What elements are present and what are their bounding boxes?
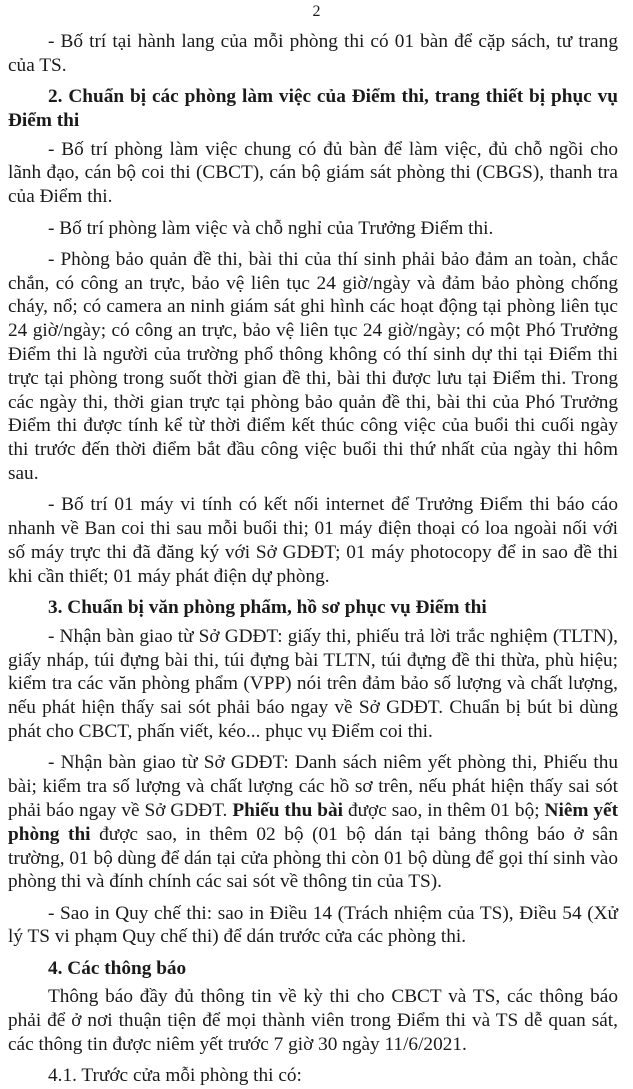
paragraph-announcements: Thông báo đầy đủ thông tin về kỳ thi cho CBCT và TS, các thông báo phải để ở nơi thuận tiện để mọi thành viên trong Điểm thi và TS dễ quan sát, các thông tin được niêm yết trước 7 giờ 30 ngày 11/6/2021. — [8, 986, 618, 1056]
room-lists-text-a: - Nhận bàn giao từ Sở GDĐT: Danh sách niêm yết phòng thi, Phiếu thu bài; kiểm tra số lượng và chất lượng các hồ sơ trên, nếu phát hiện thấy sai sót phải báo ngay về Sở GDĐT. — [8, 752, 618, 821]
paragraph-stationery: - Nhận bàn giao từ Sở GDĐT: giấy thi, phiếu trả lời trắc nghiệm (TLTN), giấy nháp, túi đựng bài thi, túi đựng bài TLTN, túi đựng đề thi thừa, phù hiệu; kiểm tra các văn phòng phẩm (VPP) nói trên đảm bảo số lượng và chất lượng, nếu phát hiện thấy sai sót phải báo ngay về Sở GDĐT. Chuẩn bị bút bi dùng phát cho CBCT, phấn viết, kéo... phục vụ Điểm coi thi. — [8, 625, 618, 743]
room-lists-text-c: được sao, in thêm 01 bộ; — [342, 799, 545, 821]
section-2-heading: 2. Chuẩn bị các phòng làm việc của Điểm thi, trang thiết bị phục vụ Điểm thi — [8, 86, 618, 131]
room-lists-bold-collection-sheet: Phiếu thu bài — [232, 799, 343, 821]
section-4-heading: 4. Các thông báo — [48, 957, 187, 979]
paragraph-exam-storage: - Phòng bảo quản đề thi, bài thi của thí sinh phải bảo đảm an toàn, chắc chắn, có công an trực, bảo vệ liên tục 24 giờ/ngày và đảm bảo phòng chống cháy, nổ; có camera an ninh giám sát ghi hình các hoạt động tại phòng liên tục 24 giờ/ngày; có công an trực, bảo vệ liên tục 24 giờ/ngày; có một Phó Trưởng Điểm thi là người của trường phổ thông không có thí sinh dự thi tại Điểm thi trực tại phòng trong suốt thời gian đề thi, bài thi được lưu tại Điểm thi. Trong các ngày thi, thời gian trực tại phòng bảo quản đề thi, bài thi của Phó Trưởng Điểm thi được tính kể từ thời điểm kết thúc công việc của buổi thi cuối ngày thi trước đến thời điểm bắt đầu công việc buổi thi thứ nhất của ngày thi hôm sau. — [8, 248, 618, 485]
paragraph-equipment: - Bố trí 01 máy vi tính có kết nối internet để Trưởng Điểm thi báo cáo nhanh về Ban coi thi sau mỗi buổi thi; 01 máy điện thoại có loa ngoài nối với số máy trực thi đã đăng ký với Sở GDĐT; 01 máy photocopy để in sao đề thi khi cần thiết; 01 máy phát điện dự phòng. — [8, 494, 618, 587]
paragraph-regulations: - Sao in Quy chế thi: sao in Điều 14 (Trách nhiệm của TS), Điều 54 (Xử lý TS vi phạm Quy chế thi) để dán trước cửa các phòng thi. — [8, 902, 618, 948]
paragraph-hallway-desk: - Bố trí tại hành lang của mỗi phòng thi có 01 bàn để cặp sách, tư trang của TS. — [8, 31, 618, 76]
paragraph-room-door: 4.1. Trước cửa mỗi phòng thi có: — [48, 1065, 302, 1087]
room-lists-bold-room-posting: Niêm yết phòng thi — [8, 799, 619, 845]
section-3-heading: 3. Chuẩn bị văn phòng phẩm, hồ sơ phục vụ Điểm thi — [48, 597, 487, 619]
page-number: 2 — [312, 3, 321, 20]
document-body — [0, 30, 633, 1089]
paragraph-room-lists — [8, 751, 618, 894]
paragraph-head-office: - Bố trí phòng làm việc và chỗ nghỉ của Trưởng Điểm thi. — [48, 217, 494, 239]
paragraph-common-workroom: - Bố trí phòng làm việc chung có đủ bàn để làm việc, đủ chỗ ngồi cho lãnh đạo, cán bộ coi thi (CBCT), cán bộ giám sát phòng thi (CBGS), thanh tra của Điểm thi. — [8, 138, 618, 208]
room-lists-text-d: được sao, in thêm 02 bộ (01 bộ dán tại bảng thông báo ở sân trường, 01 bộ dùng để dán tại cửa phòng thi còn 01 bộ dùng để gọi thí sinh vào phòng thi và đính chính các sai sót về thông tin của TS). — [8, 823, 618, 893]
